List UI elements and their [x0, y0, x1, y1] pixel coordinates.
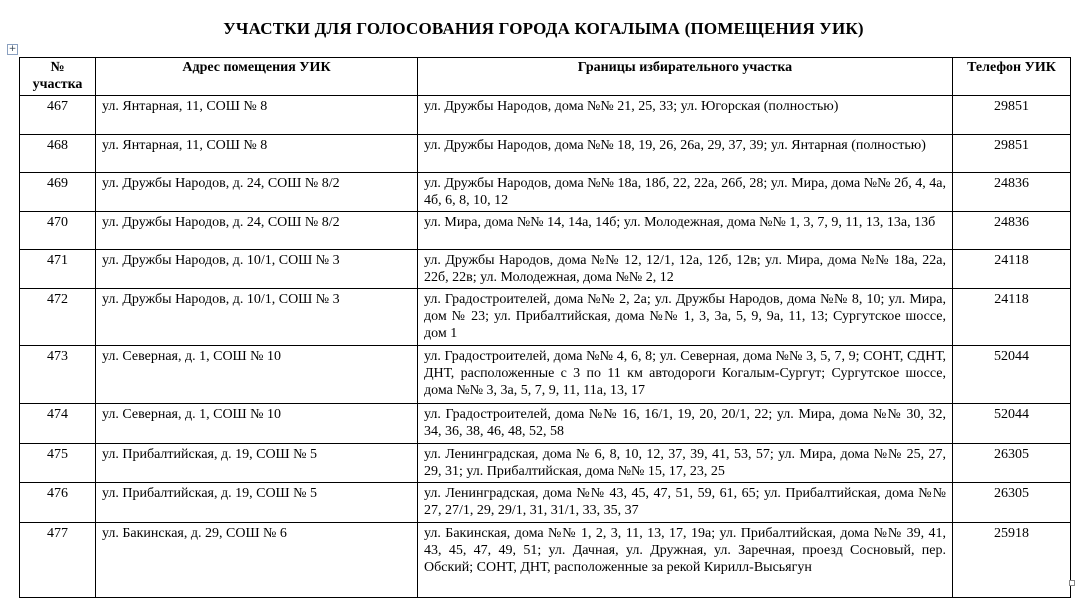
- cell-phone: 25918: [953, 523, 1071, 598]
- cell-number: 477: [20, 523, 96, 598]
- cell-address: ул. Янтарная, 11, СОШ № 8: [96, 135, 418, 173]
- cell-phone: 24118: [953, 289, 1071, 346]
- header-number: № участка: [20, 58, 96, 96]
- cell-phone: 29851: [953, 135, 1071, 173]
- table-row: [20, 250, 1071, 289]
- header-phone: Телефон УИК: [953, 58, 1071, 96]
- cell-address: ул. Дружбы Народов, д. 10/1, СОШ № 3: [96, 250, 418, 289]
- cell-phone: 52044: [953, 404, 1071, 444]
- cell-boundaries: ул. Дружбы Народов, дома №№ 18, 19, 26, 26а, 29, 37, 39; ул. Янтарная (полностью): [418, 135, 953, 173]
- table-move-handle-icon[interactable]: +: [8, 44, 17, 54]
- table-row: [20, 212, 1071, 250]
- table-row: [20, 135, 1071, 173]
- table-row: [20, 444, 1071, 483]
- table-row: [20, 483, 1071, 523]
- cell-address: ул. Северная, д. 1, СОШ № 10: [96, 404, 418, 444]
- cell-address: ул. Прибалтийская, д. 19, СОШ № 5: [96, 444, 418, 483]
- cell-boundaries: ул. Градостроителей, дома №№ 4, 6, 8; ул. Северная, дома №№ 3, 5, 7, 9; СОНТ, СДНТ, ДНТ, расположенные с 3 по 11 км автодороги Когалым-Сургут; Сургутское шоссе, дома №№ 3, 3а, 5, 7, 9, 11, 11а, 13, 17: [418, 346, 953, 404]
- table-header-row: [20, 58, 1071, 96]
- header-boundaries: Границы избирательного участка: [418, 58, 953, 96]
- cell-number: 476: [20, 483, 96, 523]
- cell-number: 472: [20, 289, 96, 346]
- cell-address: ул. Дружбы Народов, д. 10/1, СОШ № 3: [96, 289, 418, 346]
- table-row: [20, 289, 1071, 346]
- cell-boundaries: ул. Дружбы Народов, дома №№ 21, 25, 33; ул. Югорская (полностью): [418, 96, 953, 135]
- cell-number: 467: [20, 96, 96, 135]
- cell-phone: 52044: [953, 346, 1071, 404]
- cell-boundaries: ул. Дружбы Народов, дома №№ 12, 12/1, 12а, 12б, 12в; ул. Мира, дома №№ 18а, 22а, 22б, 22в; ул. Молодежная, дома №№ 2, 12: [418, 250, 953, 289]
- cell-number: 473: [20, 346, 96, 404]
- cell-phone: 24836: [953, 173, 1071, 212]
- cell-number: 474: [20, 404, 96, 444]
- cell-number: 470: [20, 212, 96, 250]
- cell-address: ул. Дружбы Народов, д. 24, СОШ № 8/2: [96, 212, 418, 250]
- cell-address: ул. Бакинская, д. 29, СОШ № 6: [96, 523, 418, 598]
- cell-phone: 26305: [953, 483, 1071, 523]
- cell-number: 471: [20, 250, 96, 289]
- cell-boundaries: ул. Дружбы Народов, дома №№ 18а, 18б, 22, 22а, 26б, 28; ул. Мира, дома №№ 2б, 4, 4а, 4б, 6, 8, 10, 12: [418, 173, 953, 212]
- cell-number: 475: [20, 444, 96, 483]
- cell-phone: 26305: [953, 444, 1071, 483]
- cell-boundaries: ул. Ленинградская, дома № 6, 8, 10, 12, 37, 39, 41, 53, 57; ул. Мира, дома №№ 25, 27, 29, 31; ул. Прибалтийская, дома №№ 15, 17, 23, 25: [418, 444, 953, 483]
- table-resize-handle[interactable]: [1069, 580, 1075, 586]
- cell-number: 469: [20, 173, 96, 212]
- cell-phone: 29851: [953, 96, 1071, 135]
- cell-boundaries: ул. Ленинградская, дома №№ 43, 45, 47, 51, 59, 61, 65; ул. Прибалтийская, дома №№ 27, 27/1, 29, 29/1, 31, 31/1, 33, 35, 37: [418, 483, 953, 523]
- table-row: [20, 96, 1071, 135]
- cell-address: ул. Дружбы Народов, д. 24, СОШ № 8/2: [96, 173, 418, 212]
- document-title: УЧАСТКИ ДЛЯ ГОЛОСОВАНИЯ ГОРОДА КОГАЛЫМА (ПОМЕЩЕНИЯ УИК): [223, 19, 864, 38]
- cell-phone: 24118: [953, 250, 1071, 289]
- table-row: [20, 173, 1071, 212]
- table-row: [20, 346, 1071, 404]
- table-row: [20, 523, 1071, 598]
- cell-boundaries: ул. Градостроителей, дома №№ 16, 16/1, 19, 20, 20/1, 22; ул. Мира, дома №№ 30, 32, 34, 36, 38, 46, 48, 52, 58: [418, 404, 953, 444]
- cell-boundaries: ул. Бакинская, дома №№ 1, 2, 3, 11, 13, 17, 19а; ул. Прибалтийская, дома №№ 39, 41, 43, 45, 47, 49, 51; ул. Дачная, ул. Дружная, ул. Заречная, проезд Сосновый, пер. Обский; СОНТ, ДНТ, расположенные за рекой Кирилл-Высьягун: [418, 523, 953, 598]
- polling-stations-table: [19, 57, 1071, 598]
- header-address: Адрес помещения УИК: [96, 58, 418, 96]
- cell-number: 468: [20, 135, 96, 173]
- table-row: [20, 404, 1071, 444]
- cell-address: ул. Янтарная, 11, СОШ № 8: [96, 96, 418, 135]
- cell-phone: 24836: [953, 212, 1071, 250]
- cell-boundaries: ул. Градостроителей, дома №№ 2, 2а; ул. Дружбы Народов, дома №№ 8, 10; ул. Мира, дом № 23; ул. Прибалтийская, дома №№ 1, 3, 3а, 5, 9, 9а, 11, 13; Сургутское шоссе, дом 1: [418, 289, 953, 346]
- cell-boundaries: ул. Мира, дома №№ 14, 14а, 14б; ул. Молодежная, дома №№ 1, 3, 7, 9, 11, 13, 13а, 13б: [418, 212, 953, 250]
- cell-address: ул. Прибалтийская, д. 19, СОШ № 5: [96, 483, 418, 523]
- cell-address: ул. Северная, д. 1, СОШ № 10: [96, 346, 418, 404]
